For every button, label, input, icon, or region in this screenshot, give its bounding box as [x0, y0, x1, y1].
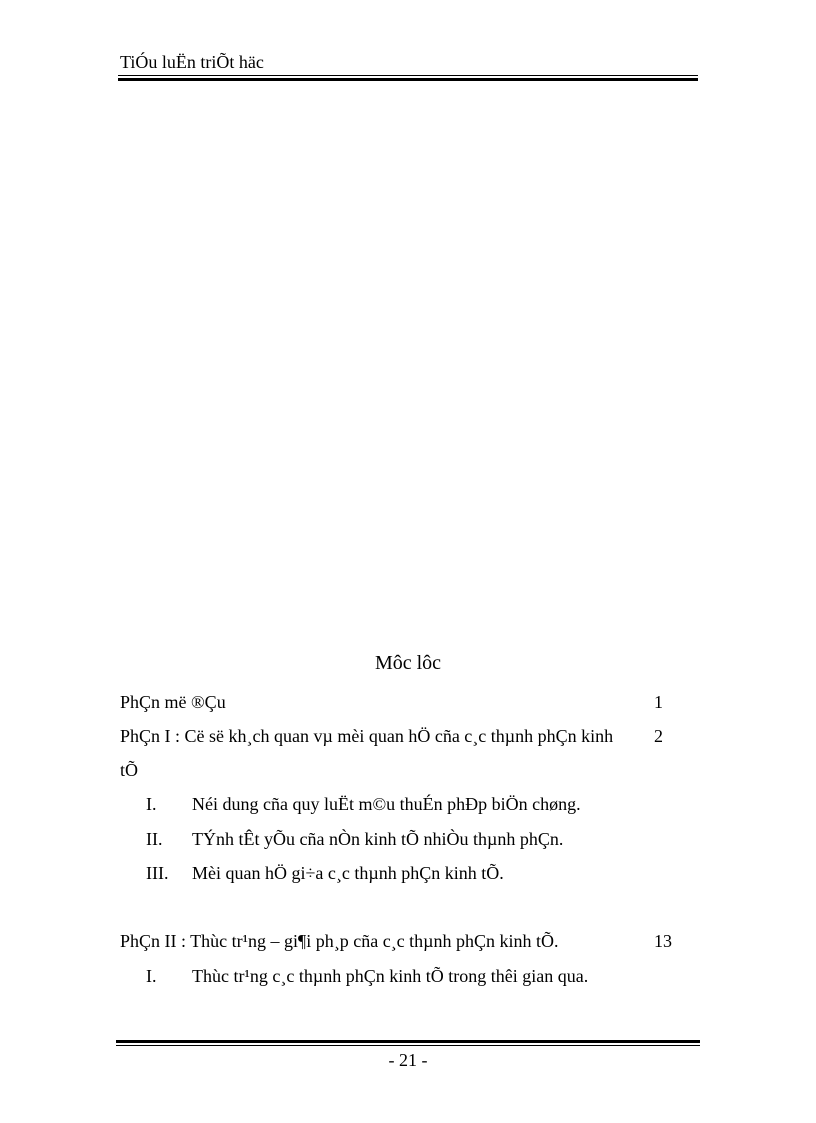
toc-entry-part-1-continuation: tÕ [120, 760, 138, 780]
toc-roman-numeral: I. [146, 966, 157, 986]
toc-roman-numeral: I. [146, 794, 157, 814]
toc-roman-numeral: II. [146, 829, 163, 849]
toc-subentry: Néi dung cña quy luËt m©u thuÉn phÐp biÖn chøng. [192, 794, 581, 814]
footer-divider [116, 1040, 700, 1046]
toc-subentry: Mèi quan hÖ gi÷a c¸c thµnh phÇn kinh tÕ. [192, 863, 504, 883]
page-number: - 21 - [388, 1050, 428, 1070]
header-divider [118, 75, 698, 81]
toc-page-number: 2 [654, 726, 663, 746]
toc-page-number: 13 [654, 931, 672, 951]
toc-subentry: TÝnh tÊt yÕu cña nÒn kinh tÕ nhiÒu thµnh phÇn. [192, 829, 564, 849]
toc-title: Môc lôc [374, 652, 442, 674]
toc-entry-intro: PhÇn më ®Çu [120, 692, 226, 712]
toc-entry-part-2: PhÇn II : Thùc tr¹ng – gi¶i ph¸p cña c¸c thµnh phÇn kinh tÕ. [120, 931, 559, 951]
toc-roman-numeral: III. [146, 863, 169, 883]
header-title: TiÓu luËn triÕt häc [120, 52, 264, 72]
toc-entry-part-1: PhÇn I : Cë së kh¸ch quan vµ mèi quan hÖ cña c¸c thµnh phÇn kinh [120, 726, 614, 746]
toc-subentry: Thùc tr¹ng c¸c thµnh phÇn kinh tÕ trong thêi gian qua. [192, 966, 589, 986]
toc-page-number: 1 [654, 692, 663, 712]
